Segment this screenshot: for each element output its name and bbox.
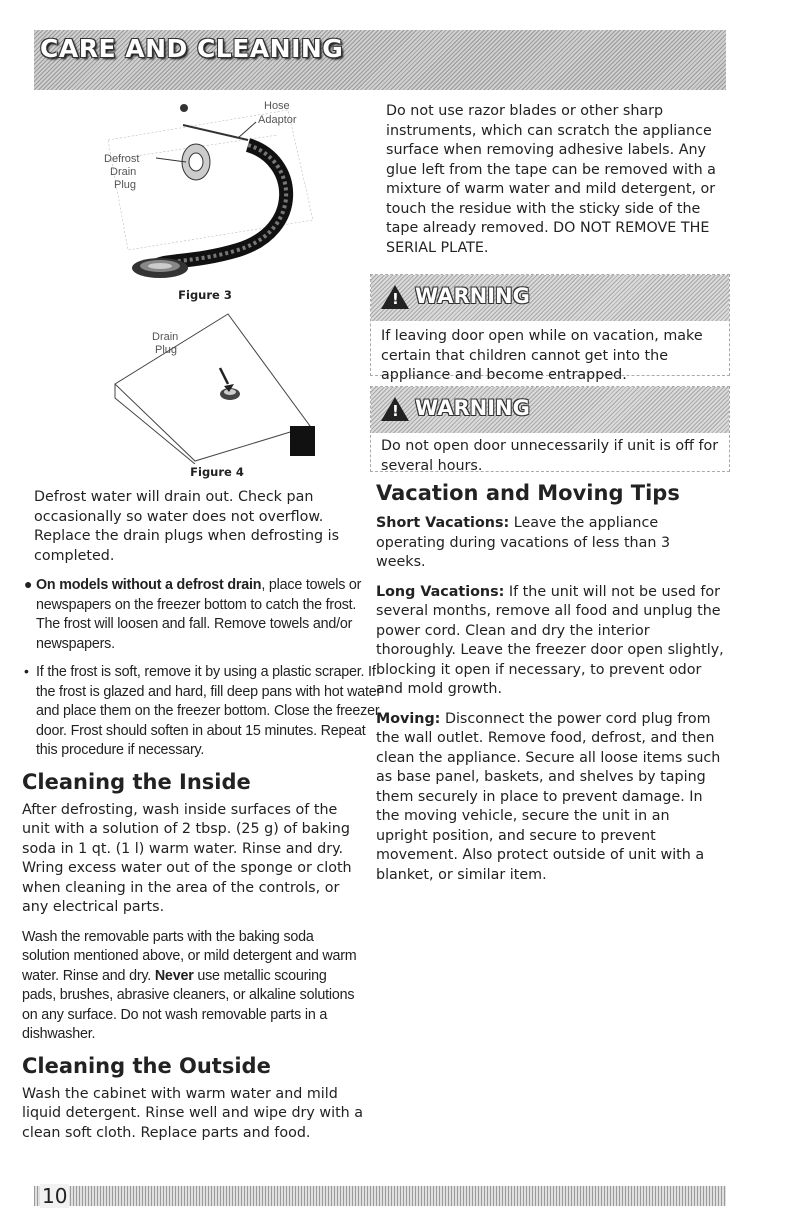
warning-title: WARNING (415, 284, 530, 308)
adhesive-paragraph: Do not use razor blades or other sharp instruments, which can scratch the appliance surface when removing adhesive labels. Any glue left from the tape can be removed with a mixture of warm water and mild detergent, or touch the residue with the sticky side of the tape already removed. DO NOT REMOVE THE SERIAL PLATE. (386, 103, 716, 256)
warning-header (371, 275, 729, 321)
long-vacations-label: Long Vacations: (376, 583, 505, 600)
bullet-no-drain-bold: On models without a defrost drain (36, 577, 262, 593)
fig3-label-drain: Drain (110, 166, 137, 178)
short-vacations-label: Short Vacations: (376, 515, 510, 531)
figure-3-caption: Figure 3 (178, 288, 232, 302)
warning-triangle-icon: ! (381, 397, 409, 421)
bullet-no-drain-rest: , place towels or newspapers on the freezer bottom to catch the frost. The frost will loosen and fall. Remove towels and/or newspapers. (36, 577, 362, 652)
moving-text: Disconnect the power cord plug from the wall outlet. Remove food, defrost, and then clean the appliance. Secure all loose items such as base panel, baskets, and shelves by taping them securely in place to prevent damage. In the moving vehicle, secure the unit in an upright position, and secure to prevent movement. Also protect outside of unit with a blanket, or similar item. (376, 710, 721, 883)
figure-4-caption: Figure 4 (190, 465, 244, 479)
fig4-label-plug: Plug (155, 344, 178, 356)
heading-cleaning-inside: Cleaning the Inside (22, 769, 251, 794)
fig3-label-adaptor: Adaptor (258, 114, 297, 126)
inside-paragraph-2 (22, 928, 364, 1045)
long-vacations-paragraph (376, 583, 724, 700)
footer-bar (34, 1186, 726, 1206)
right-column (386, 102, 720, 258)
page-number: 10 (42, 1184, 68, 1208)
fig4-label-drain: Drain (152, 331, 179, 343)
left-column (22, 488, 382, 1143)
figure-3-illustration (88, 100, 318, 285)
inside-p2-never: Never (154, 967, 194, 984)
bullet-dot: • (24, 663, 29, 679)
warning-box-door (370, 386, 730, 472)
page-title: CARE AND CLEANING (40, 34, 344, 63)
fig3-label-hose: Hose (264, 100, 290, 112)
outside-paragraph: Wash the cabinet with warm water and mild liquid detergent. Rinse well and wipe dry with a clean soft cloth. Replace parts and food. (22, 1085, 364, 1141)
bullet-soft-frost (18, 663, 382, 761)
heading-cleaning-outside: Cleaning the Outside (22, 1053, 271, 1078)
warning-text: If leaving door open while on vacation, make certain that children cannot get into the appliance and become entrapped. (381, 328, 703, 383)
heading-vacation-moving: Vacation and Moving Tips (376, 481, 680, 505)
bullet-dot: ● (24, 576, 33, 592)
warning-box-vacation (370, 274, 730, 383)
long-vacations-text: If the unit will not be used for several months, remove all food and unplug the power cord. Clean and dry the interior thoroughly. Leave the freezer door open slightly, blocking it open if necessary, to prevent odor and mold growth. (376, 583, 724, 697)
bullet-no-drain (18, 576, 382, 654)
inside-p2-b: use metallic scouring pads, brushes, abrasive cleaners, or alkaline solutions on any surface. Do not wash removable parts in a dishwasher. (22, 967, 355, 1042)
bullet-soft-frost-text: If the frost is soft, remove it by using a plastic scraper. If the frost is glazed and hard, fill deep pans with hot water and place them on the freezer bottom. Close the freezer door. Frost should soften in about 15 minutes. Repeat this procedure if necessary. (36, 664, 382, 758)
moving-paragraph (376, 710, 724, 886)
warning-header (371, 387, 729, 433)
vacation-section (376, 480, 724, 885)
short-vacations-paragraph (376, 514, 724, 573)
inside-paragraph-1: After defrosting, wash inside surfaces of the unit with a solution of 2 tbsp. (25 g) of baking soda in 1 qt. (1 l) warm water. Rinse and dry. Wring excess water out of the sponge or cloth when cleaning in the area of the controls, or any electrical parts. (22, 801, 352, 915)
fig3-label-plug: Plug (114, 179, 137, 191)
bullet-no-drain-text (36, 576, 382, 654)
moving-label: Moving: (376, 710, 441, 727)
warning-text: Do not open door unnecessarily if unit is off for several hours. (381, 438, 719, 474)
short-vacations-text: Leave the appliance operating during vacations of less than 3 weeks. (376, 515, 671, 570)
defrost-paragraph: Defrost water will drain out. Check pan occasionally so water does not overflow. Replace the drain plugs when defrosting is completed. (34, 489, 340, 564)
warning-title: WARNING (415, 396, 530, 420)
inside-p2-a: Wash the removable parts with the baking soda solution mentioned above, or mild detergent and warm water. Rinse and dry. (22, 928, 357, 984)
figure-4-illustration (100, 306, 320, 464)
fig3-label-defrost: Defrost (104, 153, 140, 165)
warning-triangle-icon: ! (381, 285, 409, 309)
